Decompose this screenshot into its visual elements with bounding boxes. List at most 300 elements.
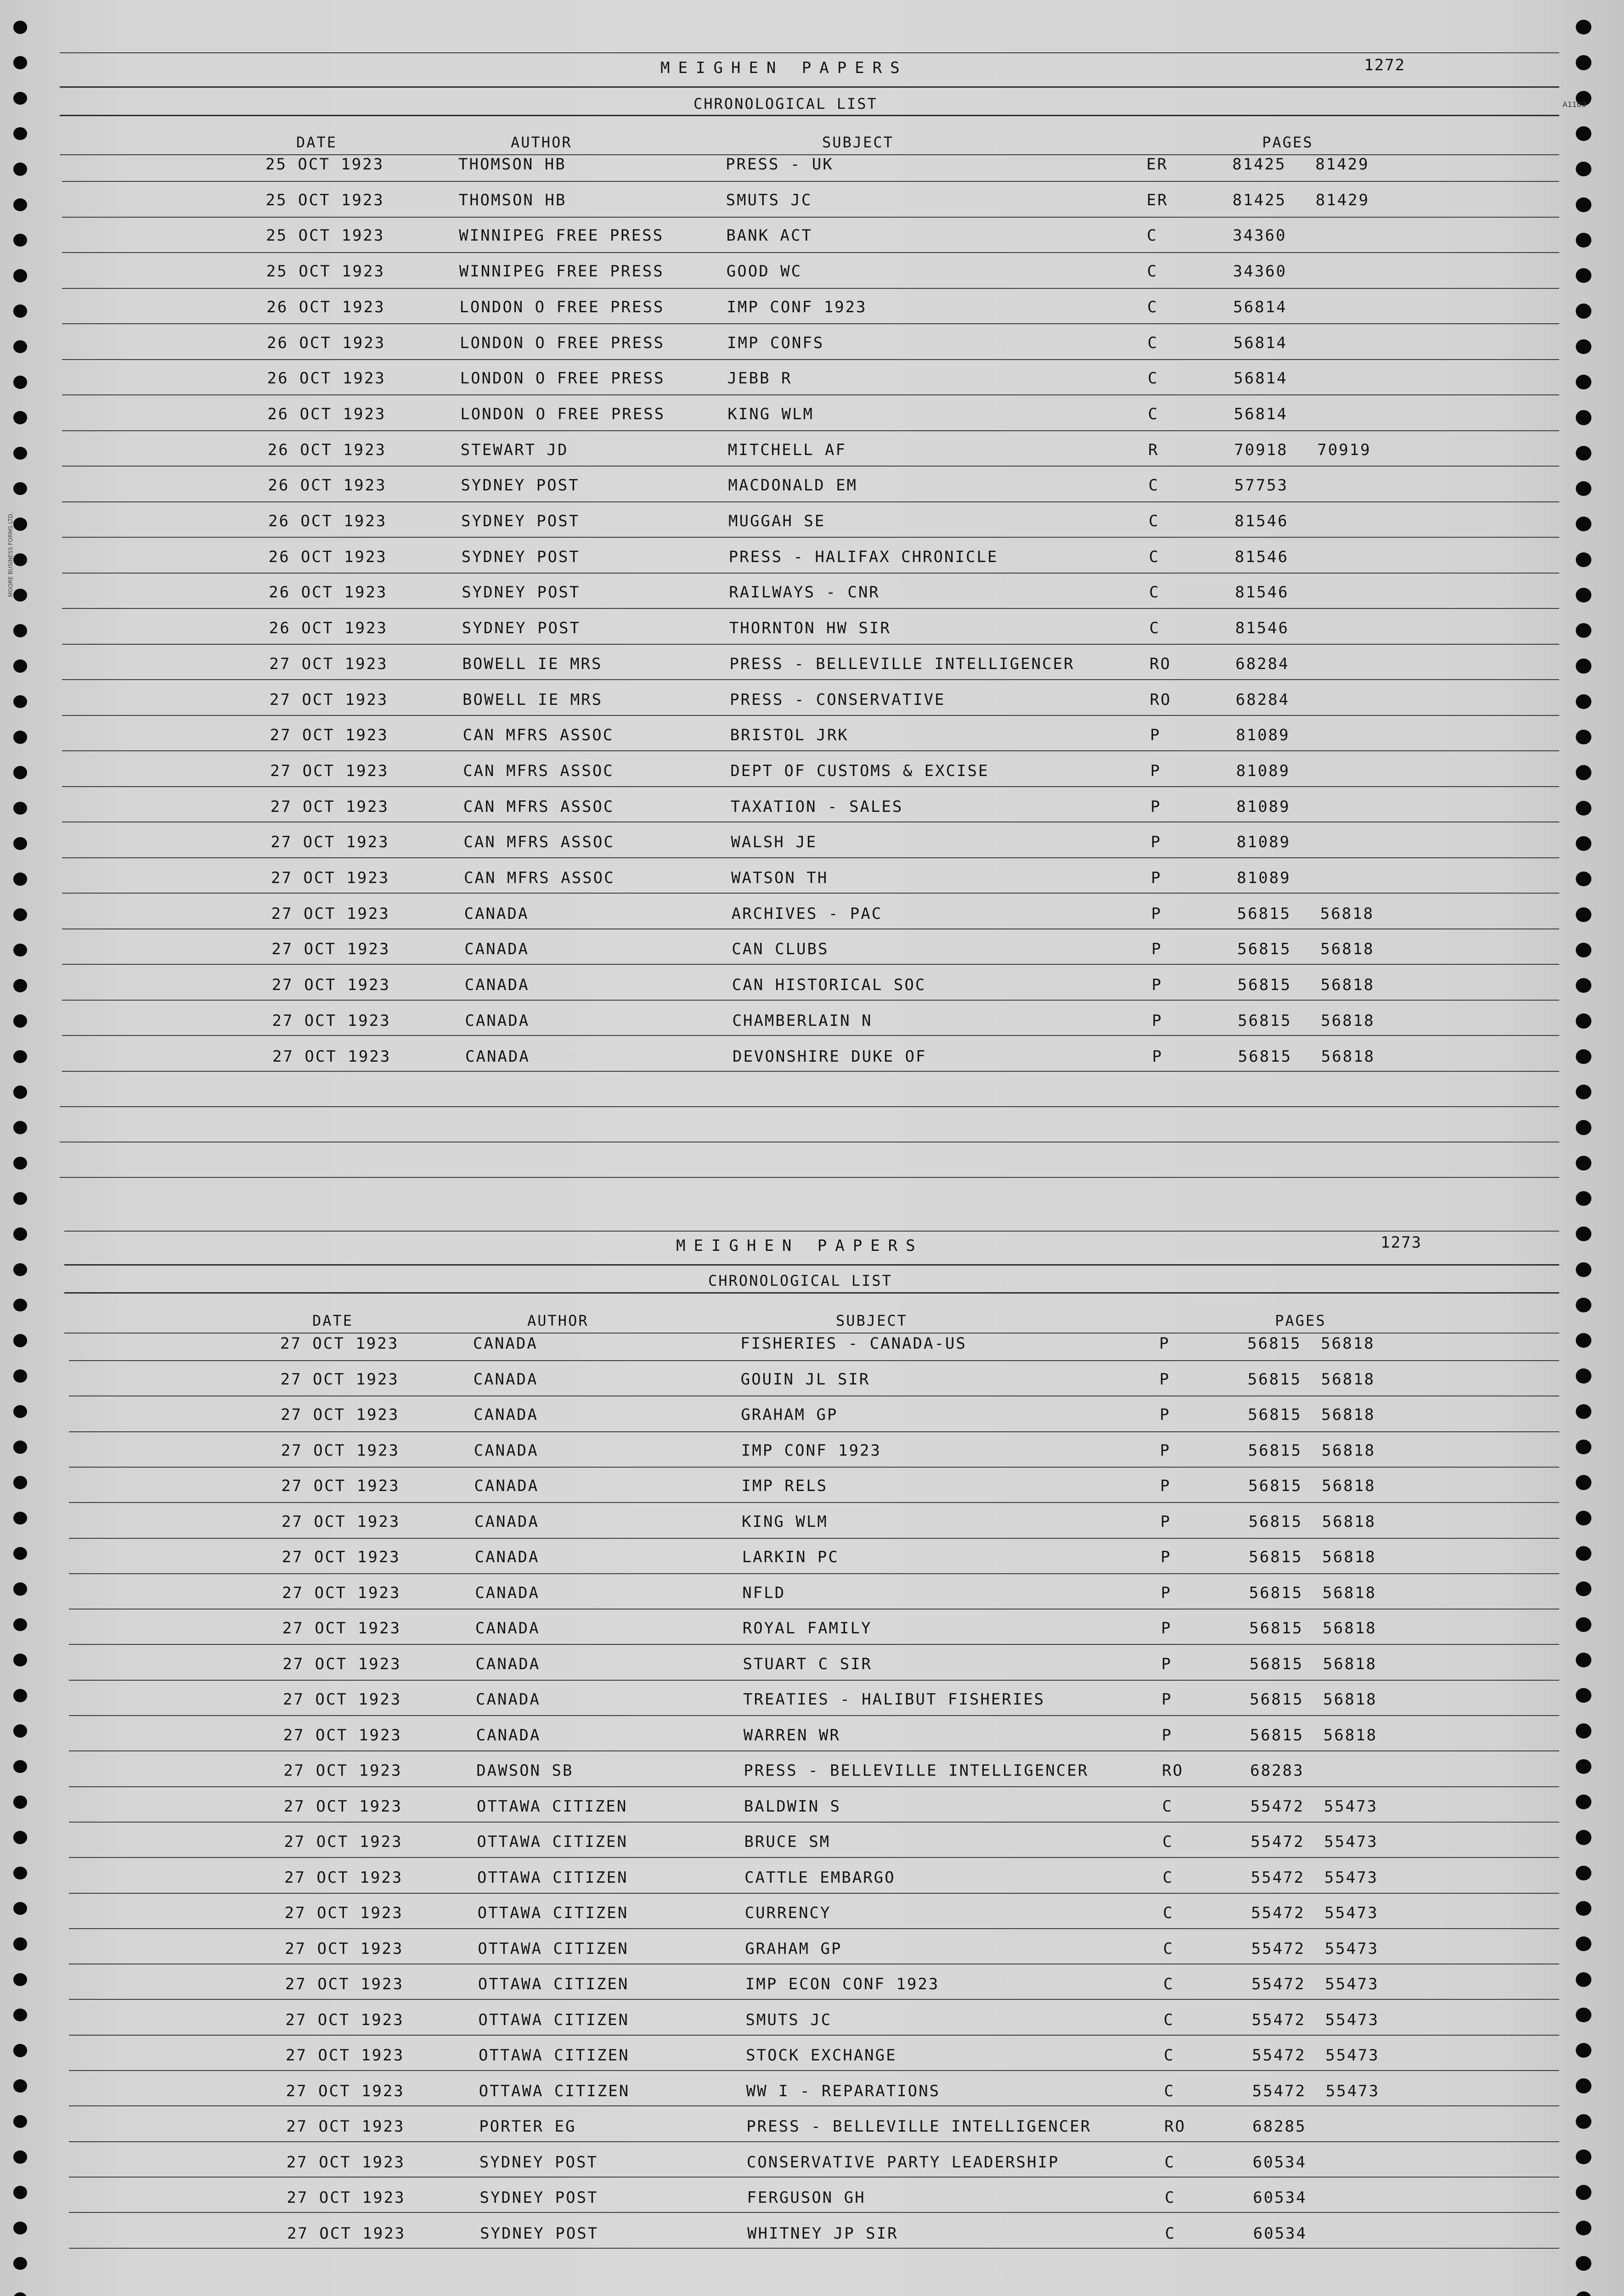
column-header-pages: PAGES xyxy=(1275,1312,1326,1329)
date-cell: 27 OCT 1923 xyxy=(282,1512,400,1531)
author-cell: CANADA xyxy=(465,1047,530,1066)
subject-cell: GOUIN JL SIR xyxy=(740,1370,870,1389)
page-end-cell: 56818 xyxy=(1322,1583,1376,1602)
page-start-cell: 56814 xyxy=(1233,298,1287,316)
code-cell: C xyxy=(1163,1939,1174,1958)
code-cell: C xyxy=(1162,1797,1173,1816)
author-cell: SYDNEY POST xyxy=(461,512,580,530)
page-end-cell: 55473 xyxy=(1325,1939,1379,1958)
author-cell: CANADA xyxy=(476,1726,541,1745)
page-start-cell: 57753 xyxy=(1234,476,1288,495)
row-rule xyxy=(69,1467,1559,1468)
subject-cell: BRUCE SM xyxy=(744,1833,831,1851)
page-start-cell: 56815 xyxy=(1238,1011,1292,1030)
corner-code: A1103 xyxy=(1562,100,1586,109)
subject-cell: CATTLE EMBARGO xyxy=(744,1868,896,1887)
subject-cell: WALSH JE xyxy=(731,833,818,852)
page-start-cell: 81089 xyxy=(1236,761,1290,780)
page-start-cell: 56815 xyxy=(1249,1548,1303,1566)
date-cell: 27 OCT 1923 xyxy=(286,2117,405,2136)
row-rule xyxy=(69,1999,1559,2000)
page-start-cell: 55472 xyxy=(1252,2046,1306,2065)
subject-cell: CAN HISTORICAL SOC xyxy=(732,976,926,995)
page-start-cell: 81546 xyxy=(1235,583,1289,602)
code-cell: P xyxy=(1161,1548,1172,1566)
page-end-cell: 56818 xyxy=(1320,976,1375,995)
page-number: 1273 xyxy=(1381,1233,1422,1252)
code-cell: P xyxy=(1162,1726,1173,1745)
code-cell: P xyxy=(1152,1011,1163,1030)
page-start-cell: 81089 xyxy=(1237,869,1291,887)
code-cell: C xyxy=(1147,226,1158,245)
author-cell: BOWELL IE MRS xyxy=(462,690,603,709)
code-cell: P xyxy=(1160,1441,1171,1460)
date-cell: 27 OCT 1923 xyxy=(283,1690,402,1709)
subject-cell: GRAHAM GP xyxy=(741,1406,838,1424)
code-cell: P xyxy=(1151,976,1162,995)
subject-cell: FISHERIES - CANADA-US xyxy=(740,1334,967,1353)
page-end-cell: 55473 xyxy=(1325,1904,1379,1922)
page-start-cell: 81089 xyxy=(1236,797,1291,816)
date-cell: 27 OCT 1923 xyxy=(272,1047,391,1066)
row-rule xyxy=(69,1431,1559,1432)
author-cell: SYDNEY POST xyxy=(462,619,581,638)
subject-cell: JEBB R xyxy=(727,369,792,388)
row-rule xyxy=(69,2070,1559,2071)
author-cell: SYDNEY POST xyxy=(479,2189,598,2207)
code-cell: P xyxy=(1150,797,1162,816)
subject-cell: TREATIES - HALIBUT FISHERIES xyxy=(743,1690,1045,1709)
code-cell: P xyxy=(1160,1512,1171,1531)
subject-cell: BANK ACT xyxy=(726,226,812,245)
subject-cell: STUART C SIR xyxy=(743,1654,873,1673)
date-cell: 25 OCT 1923 xyxy=(266,262,385,281)
page-top-rule xyxy=(64,1231,1559,1232)
date-cell: 26 OCT 1923 xyxy=(268,547,387,566)
title-rule xyxy=(64,1264,1559,1266)
author-cell: THOMSON HB xyxy=(458,155,566,174)
author-cell: SYDNEY POST xyxy=(461,547,580,566)
code-cell: C xyxy=(1164,2153,1175,2172)
author-cell: CANADA xyxy=(464,904,529,923)
subject-cell: GOOD WC xyxy=(726,262,802,281)
subject-cell: CONSERVATIVE PARTY LEADERSHIP xyxy=(746,2153,1060,2172)
page-end-cell: 56818 xyxy=(1321,1406,1376,1424)
page-number: 1272 xyxy=(1364,56,1405,74)
page-start-cell: 56815 xyxy=(1237,940,1291,959)
page-start-cell: 68284 xyxy=(1235,690,1290,709)
code-cell: RO xyxy=(1150,690,1172,709)
author-cell: SYDNEY POST xyxy=(462,583,581,602)
page-end-cell: 56818 xyxy=(1322,1477,1376,1495)
page-start-cell: 81089 xyxy=(1236,726,1290,745)
code-cell: P xyxy=(1151,869,1162,887)
date-cell: 27 OCT 1923 xyxy=(286,2082,405,2100)
page-start-cell: 34360 xyxy=(1233,226,1287,245)
subject-cell: MITCHELL AF xyxy=(727,440,846,459)
column-header-subject: SUBJECT xyxy=(836,1312,908,1329)
date-cell: 27 OCT 1923 xyxy=(282,1583,401,1602)
author-cell: CANADA xyxy=(475,1583,540,1602)
page-end-cell: 55473 xyxy=(1324,1797,1378,1816)
subject-cell: THORNTON HW SIR xyxy=(729,619,891,638)
code-cell: RO xyxy=(1162,1761,1184,1780)
code-cell: R xyxy=(1148,440,1159,459)
author-cell: CANADA xyxy=(474,1406,539,1424)
page-start-cell: 55472 xyxy=(1251,1833,1305,1851)
margin-imprint: MOORE BUSINESS FORMS LTD. xyxy=(7,512,14,597)
author-cell: OTTAWA CITIZEN xyxy=(477,1833,628,1851)
date-cell: 27 OCT 1923 xyxy=(281,1477,400,1495)
subject-cell: CAN CLUBS xyxy=(732,940,829,959)
subject-cell: ARCHIVES - PAC xyxy=(731,904,883,923)
page-start-cell: 56815 xyxy=(1247,1370,1302,1389)
code-cell: P xyxy=(1150,761,1161,780)
page-start-cell: 55472 xyxy=(1250,1797,1304,1816)
author-cell: SYDNEY POST xyxy=(479,2153,598,2172)
page-start-cell: 55472 xyxy=(1251,1939,1305,1958)
page-end-cell: 56818 xyxy=(1320,940,1375,959)
code-cell: ER xyxy=(1146,191,1168,209)
date-cell: 27 OCT 1923 xyxy=(285,1939,404,1958)
author-cell: OTTAWA CITIZEN xyxy=(479,2082,630,2100)
date-cell: 27 OCT 1923 xyxy=(287,2224,406,2243)
subject-cell: DEPT OF CUSTOMS & EXCISE xyxy=(730,761,989,780)
list-subtitle: CHRONOLOGICAL LIST xyxy=(708,1272,892,1289)
row-rule xyxy=(69,2177,1559,2178)
page-end-cell: 55473 xyxy=(1325,2082,1380,2100)
date-cell: 27 OCT 1923 xyxy=(286,2153,405,2172)
row-rule xyxy=(69,1502,1559,1503)
date-cell: 27 OCT 1923 xyxy=(271,833,389,852)
subject-cell: DEVONSHIRE DUKE OF xyxy=(733,1047,927,1066)
list-subtitle: CHRONOLOGICAL LIST xyxy=(694,95,878,113)
date-cell: 26 OCT 1923 xyxy=(267,405,386,423)
code-cell: P xyxy=(1162,1690,1173,1709)
code-cell: C xyxy=(1162,1833,1173,1851)
row-rule xyxy=(69,2212,1559,2213)
page-end-cell: 56818 xyxy=(1321,1441,1376,1460)
page-end-cell: 56818 xyxy=(1321,1334,1375,1353)
date-cell: 26 OCT 1923 xyxy=(267,333,386,352)
code-cell: P xyxy=(1159,1334,1170,1353)
column-header-pages: PAGES xyxy=(1262,134,1314,151)
page-end-cell: 81429 xyxy=(1315,155,1370,174)
subject-cell: RAILWAYS - CNR xyxy=(729,583,880,602)
subject-cell: LARKIN PC xyxy=(742,1548,839,1566)
subject-cell: ROYAL FAMILY xyxy=(742,1619,872,1638)
subject-cell: TAXATION - SALES xyxy=(730,797,903,816)
author-cell: PORTER EG xyxy=(479,2117,576,2136)
subject-cell: FERGUSON GH xyxy=(747,2189,866,2207)
subject-cell: WW I - REPARATIONS xyxy=(746,2082,941,2100)
date-cell: 26 OCT 1923 xyxy=(268,512,387,530)
page-end-cell: 55473 xyxy=(1325,1975,1379,1993)
code-cell: RO xyxy=(1150,654,1171,673)
page-start-cell: 81546 xyxy=(1235,547,1289,566)
page-start-cell: 68285 xyxy=(1252,2117,1307,2136)
author-cell: CANADA xyxy=(474,1477,539,1495)
page-start-cell: 56814 xyxy=(1234,405,1288,423)
author-cell: DAWSON SB xyxy=(476,1761,574,1780)
page-end-cell: 56818 xyxy=(1323,1690,1377,1709)
code-cell: ER xyxy=(1146,155,1168,174)
column-header-date: DATE xyxy=(296,134,338,151)
code-cell: C xyxy=(1162,1868,1173,1887)
subject-cell: GRAHAM GP xyxy=(745,1939,842,1958)
date-cell: 27 OCT 1923 xyxy=(280,1334,399,1353)
page-end-cell: 55473 xyxy=(1324,1833,1378,1851)
page-start-cell: 81089 xyxy=(1236,833,1291,852)
code-cell: C xyxy=(1163,1904,1174,1922)
page-title: MEIGHEN PAPERS xyxy=(660,59,908,77)
code-cell: P xyxy=(1150,833,1162,852)
subject-cell: IMP ECON CONF 1923 xyxy=(745,1975,940,1993)
page-end-cell: 55473 xyxy=(1325,2010,1379,2029)
page-start-cell: 81425 xyxy=(1232,155,1286,174)
page-start-cell: 55472 xyxy=(1251,1868,1305,1887)
date-cell: 27 OCT 1923 xyxy=(280,1370,399,1389)
code-cell: C xyxy=(1164,2082,1175,2100)
author-cell: CANADA xyxy=(474,1548,540,1566)
date-cell: 27 OCT 1923 xyxy=(271,940,390,959)
page-start-cell: 56815 xyxy=(1250,1690,1304,1709)
page-start-cell: 68283 xyxy=(1250,1761,1304,1780)
page-start-cell: 56815 xyxy=(1237,976,1291,995)
page-end-cell: 56818 xyxy=(1322,1548,1376,1566)
date-cell: 27 OCT 1923 xyxy=(284,1904,403,1922)
page-end-cell: 55473 xyxy=(1324,1868,1378,1887)
author-cell: LONDON O FREE PRESS xyxy=(460,369,665,388)
author-cell: SYDNEY POST xyxy=(461,476,580,495)
page-start-cell: 56814 xyxy=(1233,333,1287,352)
date-cell: 25 OCT 1923 xyxy=(265,191,384,209)
page-end-cell: 56818 xyxy=(1320,904,1374,923)
row-rule xyxy=(69,1786,1559,1787)
code-cell: C xyxy=(1149,583,1160,602)
author-cell: CAN MFRS ASSOC xyxy=(463,797,615,816)
date-cell: 27 OCT 1923 xyxy=(270,690,389,709)
author-cell: LONDON O FREE PRESS xyxy=(460,405,665,423)
row-rule xyxy=(69,1750,1559,1751)
author-cell: BOWELL IE MRS xyxy=(462,654,603,673)
page-start-cell: 56814 xyxy=(1234,369,1288,388)
code-cell: P xyxy=(1150,726,1161,745)
subject-cell: PRESS - CONSERVATIVE xyxy=(730,690,946,709)
row-rule xyxy=(69,1680,1559,1681)
page-start-cell: 56815 xyxy=(1250,1726,1304,1745)
date-cell: 25 OCT 1923 xyxy=(266,226,385,245)
page-start-cell: 81546 xyxy=(1235,512,1289,530)
author-cell: CANADA xyxy=(475,1654,541,1673)
page-end-cell: 56818 xyxy=(1323,1654,1377,1673)
code-cell: C xyxy=(1165,2189,1176,2207)
column-header-author: AUTHOR xyxy=(511,134,572,151)
subject-cell: NFLD xyxy=(742,1583,786,1602)
date-cell: 27 OCT 1923 xyxy=(283,1797,402,1816)
date-cell: 27 OCT 1923 xyxy=(282,1619,401,1638)
row-rule xyxy=(69,1573,1559,1574)
subject-cell: BRISTOL JRK xyxy=(730,726,849,745)
page-end-cell: 56818 xyxy=(1321,1370,1375,1389)
author-cell: THOMSON HB xyxy=(458,191,567,209)
author-cell: OTTAWA CITIZEN xyxy=(478,1975,629,1993)
code-cell: C xyxy=(1147,262,1158,281)
header-rule xyxy=(64,1333,1559,1334)
page-title: MEIGHEN PAPERS xyxy=(676,1237,924,1255)
row-rule xyxy=(69,2248,1559,2249)
author-cell: OTTAWA CITIZEN xyxy=(478,1939,629,1958)
row-rule xyxy=(69,1928,1559,1929)
row-rule xyxy=(69,1644,1559,1645)
author-cell: CAN MFRS ASSOC xyxy=(464,869,615,887)
date-cell: 27 OCT 1923 xyxy=(284,1833,403,1851)
author-cell: OTTAWA CITIZEN xyxy=(478,2010,629,2029)
author-cell: CANADA xyxy=(464,940,530,959)
page-start-cell: 55472 xyxy=(1252,1975,1306,1993)
author-cell: CAN MFRS ASSOC xyxy=(463,833,615,852)
subject-cell: BALDWIN S xyxy=(744,1797,841,1816)
date-cell: 27 OCT 1923 xyxy=(271,869,390,887)
author-cell: WINNIPEG FREE PRESS xyxy=(459,262,664,281)
subject-cell: IMP CONF 1923 xyxy=(741,1441,881,1460)
date-cell: 27 OCT 1923 xyxy=(272,1011,391,1030)
page-start-cell: 81546 xyxy=(1235,619,1289,638)
page-start-cell: 56815 xyxy=(1247,1334,1302,1353)
page-start-cell: 60534 xyxy=(1252,2153,1307,2172)
page-start-cell: 60534 xyxy=(1253,2224,1307,2243)
subject-cell: CHAMBERLAIN N xyxy=(732,1011,873,1030)
code-cell: P xyxy=(1161,1619,1172,1638)
author-cell: CAN MFRS ASSOC xyxy=(463,761,614,780)
subject-cell: CURRENCY xyxy=(744,1904,831,1922)
code-cell: C xyxy=(1149,547,1160,566)
date-cell: 26 OCT 1923 xyxy=(266,298,385,316)
column-header-date: DATE xyxy=(312,1312,354,1329)
author-cell: OTTAWA CITIZEN xyxy=(479,2046,630,2065)
page-start-cell: 56815 xyxy=(1238,1047,1292,1066)
page-start-cell: 55472 xyxy=(1252,2082,1306,2100)
page-start-cell: 70918 xyxy=(1234,440,1288,459)
page-start-cell: 56815 xyxy=(1249,1619,1303,1638)
subject-cell: MACDONALD EM xyxy=(728,476,858,495)
date-cell: 27 OCT 1923 xyxy=(283,1761,402,1780)
date-cell: 26 OCT 1923 xyxy=(267,440,386,459)
author-cell: CANADA xyxy=(474,1441,539,1460)
row-rule xyxy=(69,1822,1559,1823)
date-cell: 25 OCT 1923 xyxy=(265,155,384,174)
subject-cell: STOCK EXCHANGE xyxy=(746,2046,897,2065)
row-rule xyxy=(69,1360,1559,1361)
author-cell: OTTAWA CITIZEN xyxy=(477,1868,628,1887)
page-start-cell: 55472 xyxy=(1252,2010,1306,2029)
row-rule xyxy=(69,1538,1559,1539)
column-header-author: AUTHOR xyxy=(527,1312,589,1329)
code-cell: P xyxy=(1152,1047,1163,1066)
date-cell: 26 OCT 1923 xyxy=(268,476,387,495)
code-cell: RO xyxy=(1164,2117,1186,2136)
date-cell: 26 OCT 1923 xyxy=(269,619,388,638)
subject-cell: WARREN WR xyxy=(743,1726,840,1745)
code-cell: P xyxy=(1161,1654,1172,1673)
page-start-cell: 68284 xyxy=(1235,654,1290,673)
subject-cell: SMUTS JC xyxy=(745,2010,832,2029)
author-cell: CANADA xyxy=(475,1619,540,1638)
subject-cell: WATSON TH xyxy=(731,869,829,887)
author-cell: CANADA xyxy=(464,976,530,995)
page-start-cell: 55472 xyxy=(1251,1904,1305,1922)
code-cell: P xyxy=(1160,1406,1171,1424)
code-cell: C xyxy=(1148,369,1159,388)
page-end-cell: 56818 xyxy=(1323,1726,1377,1745)
date-cell: 27 OCT 1923 xyxy=(269,654,388,673)
date-cell: 27 OCT 1923 xyxy=(285,1975,404,1993)
subject-cell: KING WLM xyxy=(727,405,814,423)
code-cell: C xyxy=(1149,619,1160,638)
code-cell: C xyxy=(1147,298,1158,316)
code-cell: P xyxy=(1159,1370,1170,1389)
author-cell: CANADA xyxy=(473,1370,538,1389)
date-cell: 27 OCT 1923 xyxy=(270,797,389,816)
date-cell: 27 OCT 1923 xyxy=(270,726,389,745)
author-cell: LONDON O FREE PRESS xyxy=(460,333,665,352)
subject-cell: PRESS - BELLEVILLE INTELLIGENCER xyxy=(744,1761,1089,1780)
page-end-cell: 56818 xyxy=(1323,1619,1377,1638)
page-start-cell: 56815 xyxy=(1248,1406,1302,1424)
page-start-cell: 81425 xyxy=(1232,191,1286,209)
page-start-cell: 56815 xyxy=(1249,1583,1303,1602)
subject-cell: IMP CONF 1923 xyxy=(727,298,867,316)
subject-cell: PRESS - UK xyxy=(726,155,834,174)
author-cell: WINNIPEG FREE PRESS xyxy=(459,226,664,245)
code-cell: C xyxy=(1149,512,1160,530)
code-cell: P xyxy=(1151,940,1162,959)
date-cell: 26 OCT 1923 xyxy=(269,583,388,602)
subject-cell: SMUTS JC xyxy=(726,191,812,209)
code-cell: C xyxy=(1148,476,1159,495)
author-cell: CANADA xyxy=(465,1011,530,1030)
code-cell: C xyxy=(1163,2010,1174,2029)
date-cell: 26 OCT 1923 xyxy=(267,369,386,388)
code-cell: C xyxy=(1148,405,1159,423)
subject-cell: PRESS - BELLEVILLE INTELLIGENCER xyxy=(729,654,1075,673)
page-end-cell: 81429 xyxy=(1315,191,1370,209)
row-rule xyxy=(69,2035,1559,2036)
page-start-cell: 56815 xyxy=(1249,1654,1303,1673)
date-cell: 27 OCT 1923 xyxy=(287,2189,406,2207)
row-rule xyxy=(69,1857,1559,1858)
code-cell: P xyxy=(1161,1583,1172,1602)
page-start-cell: 60534 xyxy=(1253,2189,1307,2207)
code-cell: P xyxy=(1151,904,1162,923)
subject-cell: IMP CONFS xyxy=(727,333,824,352)
page-end-cell: 70919 xyxy=(1317,440,1371,459)
subject-cell: PRESS - HALIFAX CHRONICLE xyxy=(728,547,998,566)
author-cell: CAN MFRS ASSOC xyxy=(462,726,614,745)
date-cell: 27 OCT 1923 xyxy=(284,1868,403,1887)
page-start-cell: 56815 xyxy=(1248,1441,1302,1460)
author-cell: SYDNEY POST xyxy=(480,2224,599,2243)
page-end-cell: 55473 xyxy=(1325,2046,1380,2065)
page-end-cell: 56818 xyxy=(1322,1512,1376,1531)
date-cell: 27 OCT 1923 xyxy=(282,1548,400,1566)
page-start-cell: 56815 xyxy=(1248,1512,1303,1531)
row-rule xyxy=(69,1893,1559,1894)
author-cell: OTTAWA CITIZEN xyxy=(476,1797,628,1816)
subtitle-rule xyxy=(64,1292,1559,1294)
column-header-subject: SUBJECT xyxy=(822,134,894,151)
date-cell: 27 OCT 1923 xyxy=(283,1726,402,1745)
